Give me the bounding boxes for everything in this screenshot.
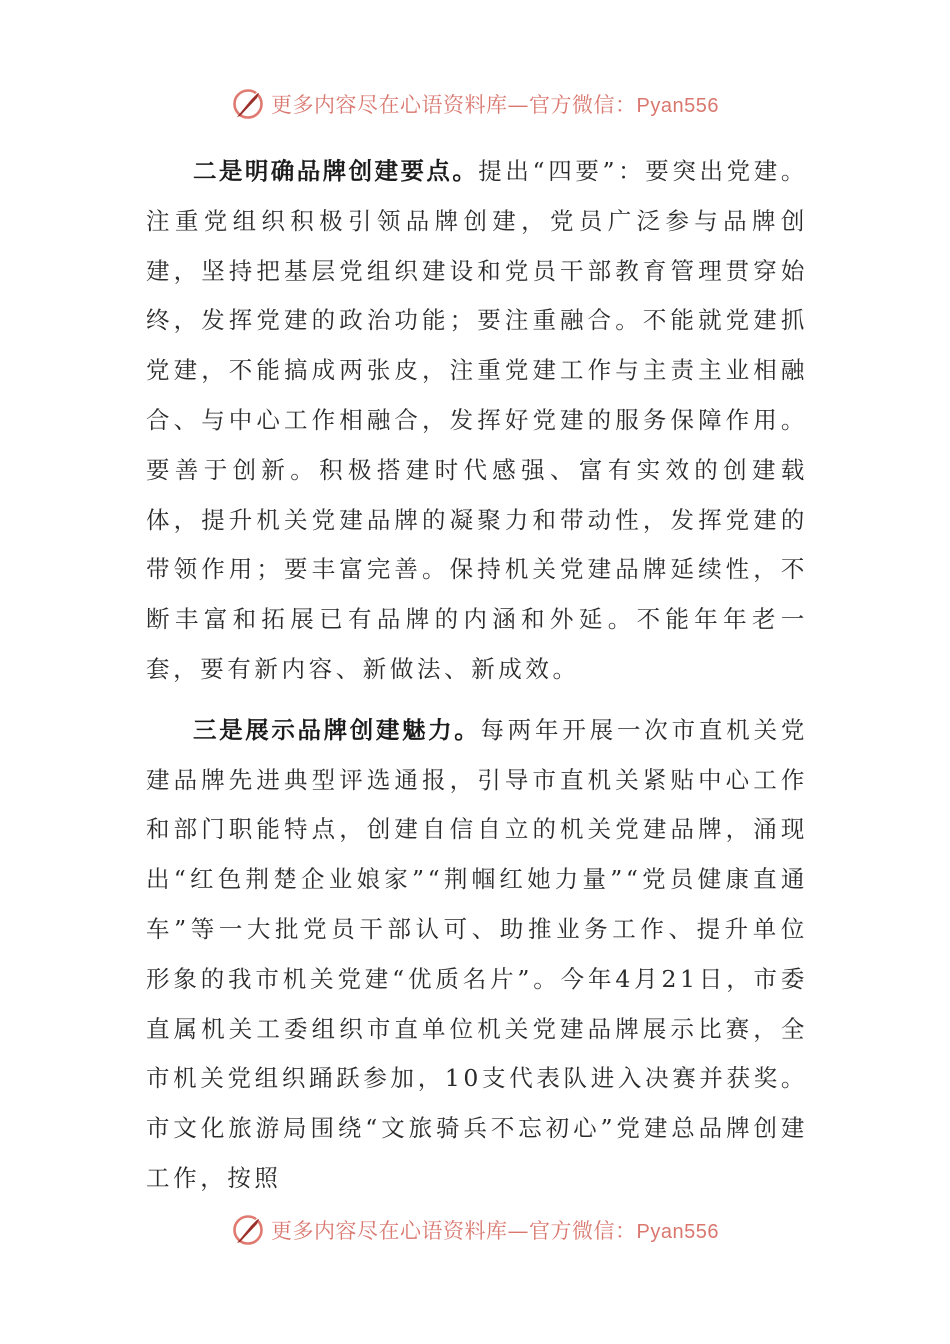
paragraph-body-text: 提出“四要”：要突出党建。注重党组织积极引领品牌创建，党员广泛参与品牌创建，坚持把基层党组织建设和党员干部教育管理贯穿始终，发挥党建的政治功能；要注重融合。不能就党建抓党建，不能搞成两张皮，注重党建工作与主责主业相融合、与中心工作相融合，发挥好党建的服务保障作用。要善于创新。积极搭建时代感强、富有实效的创建载体，提升机关党建品牌的凝聚力和带动性，发挥党建的带领作用；要丰富完善。保持机关党建品牌延续性，不断丰富和拓展已有品牌的内涵和外延。不能年年老一套，要有新内容、新做法、新成效。 bbox=[146, 157, 809, 683]
footer-watermark-text: 更多内容尽在心语资料库—官方微信：Pyan556 bbox=[271, 1219, 719, 1243]
paragraph-brand-key-points bbox=[146, 147, 808, 695]
paragraph-lead-heading: 二是明确品牌创建要点。 bbox=[193, 157, 479, 185]
quill-pen-logo-icon bbox=[231, 87, 265, 121]
paragraph-lead-heading: 三是展示品牌创建魅力。 bbox=[193, 715, 481, 744]
quill-pen-logo-icon bbox=[231, 1213, 265, 1247]
header-watermark-text: 更多内容尽在心语资料库—官方微信：Pyan556 bbox=[271, 93, 719, 117]
paragraph-body-text: 每两年开展一次市直机关党建品牌先进典型评选通报，引导市直机关紧贴中心工作和部门职能特点，创建自信自立的机关党建品牌，涌现出“红色荆楚企业娘家”“荆帼红她力量”“党员健康直通车”等一大批党员干部认可、助推业务工作、提升单位形象的我市机关党建“优质名片”。今年4月21日，市委直属机关工委组织市直单位机关党建品牌展示比赛，全市机关党组织踊跃参加，10支代表队进入决赛并获奖。市文化旅游局围绕“文旅骑兵不忘初心”党建总品牌创建工作，按照 bbox=[146, 715, 809, 1192]
footer-watermark-banner bbox=[0, 1210, 950, 1250]
header-watermark-banner bbox=[0, 84, 950, 124]
document-body bbox=[146, 147, 808, 1204]
paragraph-brand-showcase bbox=[146, 706, 808, 1204]
footer-wechat-id: Pyan556 bbox=[636, 1221, 719, 1243]
header-wechat-id: Pyan556 bbox=[636, 95, 719, 117]
